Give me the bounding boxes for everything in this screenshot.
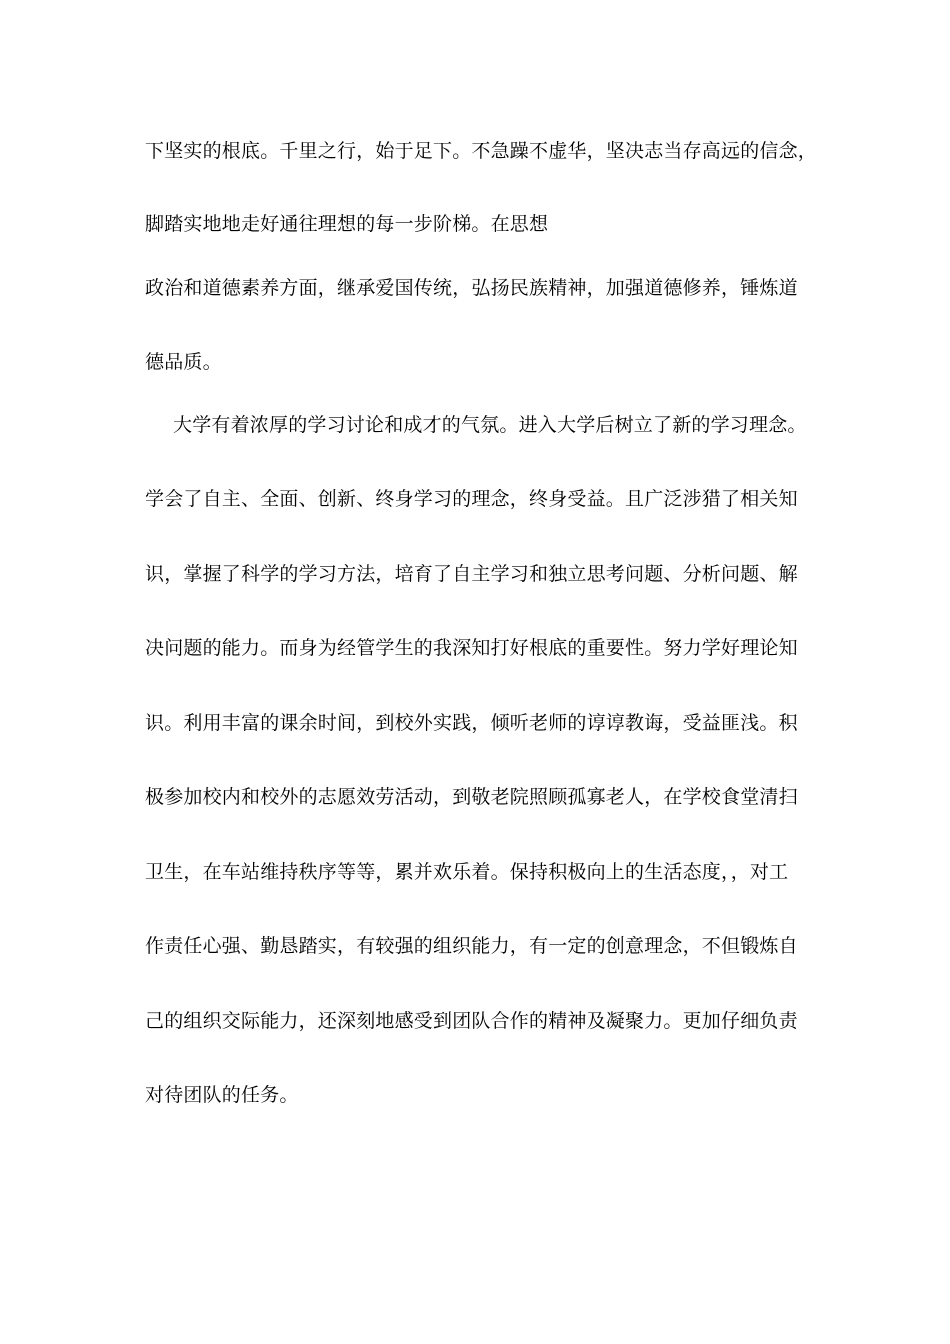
text-line: 德品质。 xyxy=(145,351,222,373)
text-line: 政治和道德素养方面，继承爱国传统，弘扬民族精神，加强道德修养，锤炼道 xyxy=(145,277,798,299)
text-line: 决问题的能力。而身为经管学生的我深知打好根底的重要性。努力学好理论知 xyxy=(145,637,798,659)
text-line: 对待团队的任务。 xyxy=(145,1084,299,1106)
text-line: 卫生，在车站维持秩序等等，累并欢乐着。保持积极向上的生活态度，，对工 xyxy=(145,861,789,883)
text-line: 下坚实的根底。千里之行，始于足下。不急躁不虚华，坚决志当存高远的信念， xyxy=(145,140,818,162)
paragraph-first-line: 大学有着浓厚的学习讨论和成才的气氛。进入大学后树立了新的学习理念。 xyxy=(173,414,807,436)
text-line: 脚踏实地地走好通往理想的每一步阶梯。在思想 xyxy=(145,213,549,235)
text-line: 己的组织交际能力，还深刻地感受到团队合作的精神及凝聚力。更加仔细负责 xyxy=(145,1010,798,1032)
text-line: 识。利用丰富的课余时间，到校外实践，倾听老师的谆谆教诲，受益匪浅。积 xyxy=(145,712,798,734)
text-line: 学会了自主、全面、创新、终身学习的理念，终身受益。且广泛涉猎了相关知 xyxy=(145,488,798,510)
text-line: 极参加校内和校外的志愿效劳活动，到敬老院照顾孤寡老人，在学校食堂清扫 xyxy=(145,786,798,808)
text-line: 作责任心强、勤恳踏实，有较强的组织能力，有一定的创意理念，不但锻炼自 xyxy=(145,935,798,957)
text-line: 识，掌握了科学的学习方法，培育了自主学习和独立思考问题、分析问题、解 xyxy=(145,563,798,585)
